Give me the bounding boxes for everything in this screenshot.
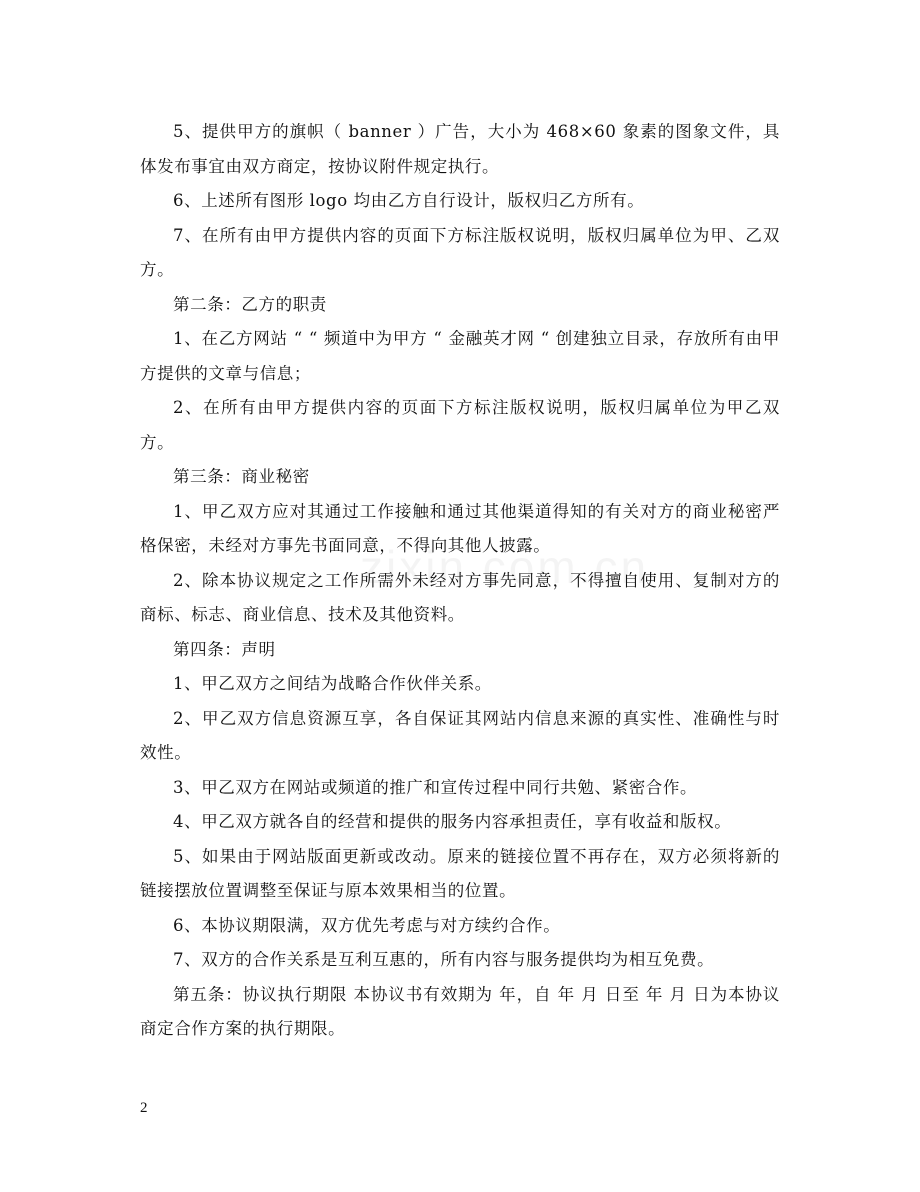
section-heading: 第五条：协议执行期限 本协议书有效期为 年，自 年 月 日至 年 月 日为本协议商定合作方案的执行期限。 xyxy=(140,984,780,1038)
paragraph: 2、甲乙双方信息资源互享，各自保证其网站内信息来源的真实性、准确性与时效性。 xyxy=(140,708,780,762)
paragraph: 2、在所有由甲方提供内容的页面下方标注版权说明，版权归属单位为甲乙双方。 xyxy=(140,398,780,452)
section-heading: 第四条：声明 xyxy=(173,639,276,659)
paragraph: 7、双方的合作关系是互利互惠的，所有内容与服务提供均为相互免费。 xyxy=(173,950,715,969)
paragraph: 1、甲乙双方应对其通过工作接触和通过其他渠道得知的有关对方的商业秘密严格保密，未经对方事先书面同意，不得向其他人披露。 xyxy=(140,501,780,555)
paragraph: 1、甲乙双方之间结为战略合作伙伴关系。 xyxy=(173,674,492,693)
paragraph: 5、如果由于网站版面更新或改动。原来的链接位置不再存在，双方必须将新的链接摆放位置调整至保证与原本效果相当的位置。 xyxy=(140,846,780,900)
paragraph: 3、甲乙双方在网站或频道的推广和宣传过程中同行共勉、紧密合作。 xyxy=(173,777,698,797)
document-body xyxy=(140,115,780,1047)
paragraph: 2、除本协议规定之工作所需外未经对方事先同意，不得擅自使用、复制对方的商标、标志、商业信息、技术及其他资料。 xyxy=(140,570,780,624)
paragraph: 6、本协议期限满，双方优先考虑与对方续约合作。 xyxy=(173,915,561,935)
section-heading: 第三条：商业秘密 xyxy=(173,467,310,486)
page-number: 2 xyxy=(140,1100,148,1116)
paragraph: 4、甲乙双方就各自的经营和提供的服务内容承担责任，享有收益和版权。 xyxy=(173,812,732,831)
paragraph: 6、上述所有图形 logo 均由乙方自行设计，版权归乙方所有。 xyxy=(173,191,645,210)
paragraph: 5、提供甲方的旗帜（ banner ）广告，大小为 468×60 象素的图象文件，具体发布事宜由双方商定，按协议附件规定执行。 xyxy=(140,122,780,176)
paragraph: 7、在所有由甲方提供内容的页面下方标注版权说明，版权归属单位为甲、乙双方。 xyxy=(140,225,780,279)
paragraph: 1、在乙方网站 “ “ 频道中为甲方 “ 金融英才网 “ 创建独立目录，存放所有由甲方提供的文章与信息； xyxy=(140,329,780,383)
section-heading: 第二条：乙方的职责 xyxy=(173,294,327,314)
